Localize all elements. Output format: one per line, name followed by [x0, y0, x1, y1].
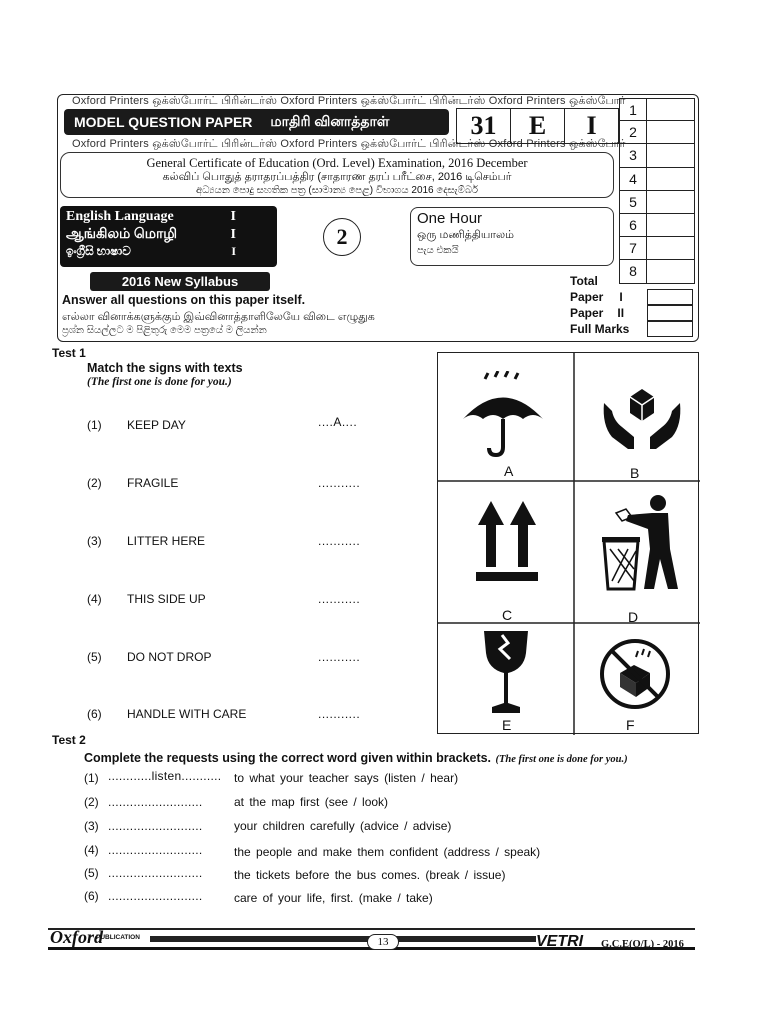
test2-item-text: at the map first (see / look) — [234, 795, 389, 809]
test2-item-num: (5) — [84, 866, 99, 880]
test2-item-text: the tickets before the bus comes. (break / issue) — [234, 868, 506, 882]
umbrella-icon — [458, 371, 548, 461]
sign-letter-b: B — [630, 465, 640, 481]
marks-cell — [647, 168, 695, 191]
page-number: 13 — [367, 934, 399, 950]
test1-item-num: (2) — [87, 476, 102, 490]
marks-cell — [647, 144, 695, 167]
test2-item-text: your children carefully (advice / advise) — [234, 819, 452, 833]
syllabus-badge: 2016 New Syllabus — [90, 272, 270, 291]
test1-instruction: Match the signs with texts — [87, 361, 243, 375]
paper-number-circle: 2 — [323, 218, 361, 256]
code-box-medium: E — [510, 109, 564, 143]
marks-grid: 1 2 3 4 5 6 7 8 — [619, 98, 695, 284]
marks-cell — [647, 237, 695, 260]
subject-row-sinhala: ඉංග්‍රීසි භාෂාව I — [66, 244, 236, 258]
test1-item-answer: ........... — [318, 707, 361, 721]
exam-title-english: General Certificate of Education (Ord. Level) Examination, 2016 December — [146, 156, 528, 170]
footer-stripe — [150, 936, 536, 942]
test1-item-num: (3) — [87, 534, 102, 548]
code-box-paper: I — [564, 109, 618, 143]
test1-item-num: (5) — [87, 650, 102, 664]
marks-cell — [647, 121, 695, 144]
answer-all-instruction: Answer all questions on this paper itself. — [62, 293, 306, 307]
vetri-brand: VETRI — [536, 933, 584, 950]
sign-letter-c: C — [502, 607, 513, 623]
test2-item-answer: .......................... — [108, 889, 203, 903]
paper2-label: Paper II — [570, 306, 625, 320]
test1-item-text: HANDLE WITH CARE — [127, 707, 247, 721]
test2-item-text: to what your teacher says (listen / hear) — [234, 771, 459, 785]
sign-letter-e: E — [502, 717, 512, 733]
printers-line-top: Oxford Printers ஒக்ஸ்போர்ட் பிரின்டர்ஸ் Oxford Printers ஒக்ஸ்போர்ட் பிரின்டர்ஸ் Oxford Printers ஒக்ஸ்போர் — [72, 95, 626, 107]
test2-item-num: (6) — [84, 889, 99, 903]
test1-item-text: THIS SIDE UP — [127, 592, 206, 606]
test2-item-answer: .......................... — [108, 843, 203, 857]
test1-item-text: KEEP DAY — [127, 418, 186, 432]
sign-grid — [437, 352, 699, 734]
exam-title-tamil: கல்விப் பொதுத் தராதரப்பத்திர (சாதாரண தரப் பரீட்சை, 2016 டிசெம்பர் — [162, 171, 512, 183]
mqp-title-tamil: மாதிரி வினாத்தாள் — [270, 112, 390, 129]
exam-title-sinhala: අධ්‍යයන පොදු සහතික පත්‍ර (සාමාන්‍ය පෙළ) විභාගය 2016 දෙසැම්බර් — [195, 185, 479, 196]
paper-code-boxes — [456, 108, 619, 144]
test2-item-text: care of your life, first. (make / take) — [234, 891, 433, 905]
test1-item-answer: ....A.... — [318, 415, 358, 429]
sign-letter-f: F — [626, 717, 635, 733]
no-drop-icon — [598, 637, 672, 711]
footer-exam-label: G.C.E(O/L) - 2016 — [601, 939, 684, 950]
test2-item-num: (2) — [84, 795, 99, 809]
paper1-label: Paper I — [570, 290, 623, 304]
test2-item-answer: .......................... — [108, 795, 203, 809]
test1-item-text: FRAGILE — [127, 476, 179, 490]
time-english: One Hour — [417, 210, 483, 227]
subject-row-tamil: ஆங்கிலம் மொழி I — [66, 226, 236, 242]
sign-letter-a: A — [504, 463, 514, 479]
time-tamil: ஒரு மணித்தியாலம் — [417, 229, 515, 241]
marks-cell — [647, 191, 695, 214]
time-box — [410, 207, 614, 266]
test1-note: (The first one is done for you.) — [87, 376, 232, 388]
arrows-up-icon — [474, 499, 540, 585]
oxford-logo: Oxford — [50, 927, 103, 947]
subject-row-english: English Language I — [66, 209, 236, 224]
test2-item-answer: .......................... — [108, 819, 203, 833]
test1-item-text: LITTER HERE — [127, 534, 206, 548]
test2-item-num: (1) — [84, 771, 99, 785]
marks-cell — [647, 214, 695, 237]
full-marks-label: Full Marks — [570, 322, 630, 336]
publication-label: PUBLICATION — [96, 934, 140, 941]
test1-item-answer: ........... — [318, 476, 361, 490]
test1-item-answer: ........... — [318, 534, 361, 548]
test2-instruction-row — [84, 749, 628, 767]
person-bin-icon — [598, 493, 692, 593]
marks-cell — [647, 260, 695, 283]
subject-box — [60, 206, 277, 267]
test2-note: (The first one is done for you.) — [495, 754, 628, 765]
test1-title: Test 1 — [52, 346, 86, 360]
test2-instruction: Complete the requests using the correct word given within brackets. — [84, 751, 492, 765]
model-question-paper-banner — [64, 109, 449, 135]
broken-glass-icon — [480, 629, 532, 719]
hands-box-icon — [600, 375, 684, 455]
test2-item-num: (4) — [84, 843, 99, 857]
sign-letter-d: D — [628, 609, 639, 625]
test1-item-answer: ........... — [318, 592, 361, 606]
test2-item-text: the people and make them confident (address / speak) — [234, 845, 541, 859]
test1-item-num: (4) — [87, 592, 102, 606]
paper1-marks-cell — [647, 289, 693, 305]
test2-title: Test 2 — [52, 733, 86, 747]
full-marks-cell — [647, 321, 693, 337]
test1-item-num: (1) — [87, 418, 102, 432]
printers-line-bottom: Oxford Printers ஒக்ஸ்போர்ட் பிரின்டர்ஸ் Oxford Printers ஒக்ஸ்போர்ட் பிரின்டர்ஸ் Oxford Printers ஒக்ஸ்போர் — [72, 138, 626, 150]
answer-all-tamil: எல்லா வினாக்களுக்கும் இவ்வினாத்தாளிலேயே விடை எழுதுக — [62, 311, 375, 323]
code-box-subject: 31 — [470, 111, 497, 140]
marks-cell — [647, 98, 695, 121]
total-label: Total — [570, 274, 598, 288]
paper2-marks-cell — [647, 305, 693, 321]
answer-all-sinhala: ප්‍රශ්න සියල්ලට ම පිළිතුරු මෙම පත්‍රයේ ම ලියන්න — [62, 325, 267, 336]
test2-item-answer: .......................... — [108, 866, 203, 880]
test1-item-num: (6) — [87, 707, 102, 721]
test1-item-answer: ........... — [318, 650, 361, 664]
time-sinhala: පැය එකයි — [417, 245, 459, 256]
test2-item-answer: ............listen........... — [108, 769, 222, 783]
test1-item-text: DO NOT DROP — [127, 650, 212, 664]
test2-item-num: (3) — [84, 819, 99, 833]
exam-title-box — [60, 152, 614, 198]
mqp-title: MODEL QUESTION PAPER — [74, 114, 253, 130]
